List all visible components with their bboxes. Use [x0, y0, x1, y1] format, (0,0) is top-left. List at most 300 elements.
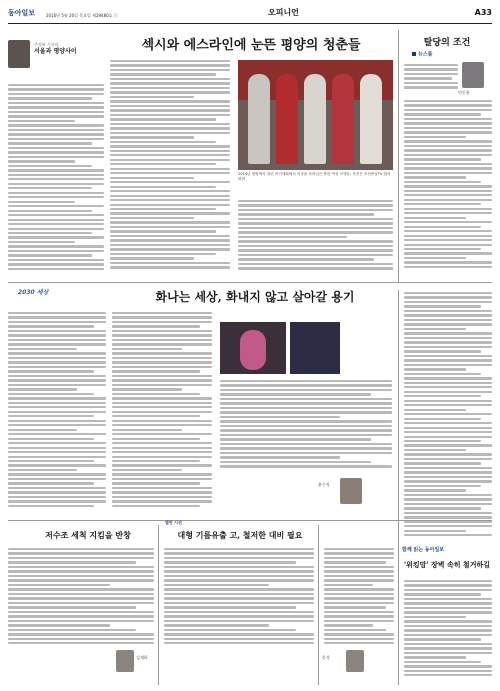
text-line: [8, 219, 104, 221]
text-line: [324, 561, 386, 563]
author-photo: [8, 40, 30, 68]
text-line: [220, 420, 392, 422]
text-line: [404, 652, 492, 654]
text-line: [112, 330, 212, 332]
text-line: [404, 194, 492, 196]
text-line: [8, 151, 104, 153]
text-line: [112, 339, 212, 341]
text-line: [112, 343, 212, 345]
text-line: [404, 257, 466, 259]
text-line: [404, 503, 492, 505]
text-line: [110, 136, 194, 138]
text-line: [8, 201, 75, 203]
text-line: [164, 561, 296, 563]
text-line: [324, 620, 394, 622]
text-line: [220, 398, 392, 400]
text-line: [404, 113, 481, 115]
text-line: [404, 584, 492, 586]
text-line: [404, 208, 492, 210]
side-column-headline: 탈당의 조건: [423, 38, 471, 48]
text-line: [112, 411, 212, 413]
text-line: [110, 141, 216, 143]
text-line: [404, 480, 492, 482]
side-author-photo: [462, 62, 484, 88]
text-line: [164, 615, 314, 617]
bottom-left-body: [8, 548, 154, 648]
text-line: [404, 661, 481, 663]
text-line: [404, 314, 492, 316]
text-line: [404, 670, 492, 672]
text-line: [110, 212, 230, 214]
text-line: [324, 566, 394, 568]
text-line: [8, 491, 106, 493]
text-line: [110, 186, 216, 188]
text-line: [8, 352, 106, 354]
text-line: [110, 96, 194, 98]
text-line: [8, 115, 104, 117]
text-line: [8, 147, 104, 149]
text-line: [8, 343, 106, 345]
text-line: [8, 597, 154, 599]
text-line: [8, 321, 106, 323]
text-line: [8, 397, 106, 399]
text-line: [112, 500, 212, 502]
text-line: [8, 552, 154, 554]
text-line: [404, 212, 492, 214]
bottom-mid-body-2: [324, 548, 394, 648]
column-series-name: 서울과 평양사이: [34, 48, 77, 55]
text-line: [404, 580, 492, 582]
top-column-headline: 섹시와 에스라인에 눈뜬 평양의 청춘들: [141, 38, 361, 53]
text-line: [8, 111, 104, 113]
text-line: [8, 129, 104, 131]
text-line: [112, 366, 212, 368]
text-line: [110, 217, 194, 219]
text-line: [404, 319, 492, 321]
text-line: [112, 505, 200, 507]
text-line: [404, 530, 466, 532]
text-line: [404, 674, 492, 676]
text-line: [8, 460, 94, 462]
text-line: [112, 429, 182, 431]
bottom-left-author-photo: [116, 650, 134, 672]
text-line: [8, 456, 106, 458]
text-line: [8, 124, 104, 126]
text-line: [404, 244, 492, 246]
mid-author-name: 윤수지: [318, 482, 330, 487]
text-line: [8, 642, 154, 644]
text-line: [112, 375, 212, 377]
text-line: [164, 593, 314, 595]
text-line: [404, 73, 458, 75]
text-line: [110, 114, 230, 116]
text-line: [404, 444, 492, 446]
text-line: [110, 248, 230, 250]
text-line: [8, 366, 106, 368]
text-line: [324, 597, 394, 599]
text-line: [8, 433, 106, 435]
text-line: [238, 231, 393, 233]
text-line: [112, 379, 212, 381]
text-line: [404, 86, 458, 88]
text-line: [404, 611, 492, 613]
text-line: [112, 321, 212, 323]
text-line: [8, 447, 106, 449]
text-line: [404, 310, 492, 312]
text-line: [404, 341, 492, 343]
text-line: [164, 557, 314, 559]
text-line: [404, 534, 492, 536]
text-line: [220, 429, 392, 431]
text-line: [404, 266, 492, 268]
text-line: [238, 213, 374, 215]
bottom-left-headline: 저수조 세척 지킴을 반창: [45, 530, 131, 540]
right-mid-column-body: [404, 292, 492, 542]
text-line: [404, 638, 481, 640]
text-line: [8, 624, 110, 626]
text-line: [404, 109, 492, 111]
mid-feature-photo-2: [290, 322, 340, 374]
text-line: [404, 82, 458, 84]
text-line: [324, 588, 394, 590]
text-line: [404, 190, 492, 192]
text-line: [8, 263, 104, 265]
text-line: [404, 176, 466, 178]
text-line: [220, 465, 392, 467]
text-line: [404, 239, 492, 241]
text-line: [404, 602, 492, 604]
text-line: [164, 579, 314, 581]
text-line: [110, 168, 230, 170]
text-line: [164, 629, 296, 631]
text-line: [110, 87, 230, 89]
text-line: [324, 602, 394, 604]
text-line: [8, 384, 106, 386]
text-line: [8, 236, 104, 238]
text-line: [404, 127, 492, 129]
top-column-author: [8, 40, 104, 80]
text-line: [404, 386, 492, 388]
text-line: [8, 379, 106, 381]
text-line: [324, 633, 394, 635]
bottom-mid-author-photo: [346, 650, 364, 672]
text-line: [238, 218, 393, 220]
mid-feature-headline: 화나는 세상, 화내지 않고 살아갈 용기: [155, 290, 355, 304]
main-photo-caption: 2014년 평양에서 열린 미인대회에서 의상을 차려입은 북한 여성 모델들. 사진은 조선중앙TV 캡처 화면: [238, 172, 391, 181]
text-line: [404, 489, 466, 491]
text-line: [404, 409, 466, 411]
text-line: [112, 460, 200, 462]
text-line: [220, 411, 392, 413]
text-line: [112, 348, 182, 350]
text-line: [164, 588, 314, 590]
text-line: [110, 172, 230, 174]
text-line: [220, 456, 340, 458]
text-line: [404, 131, 492, 133]
text-line: [8, 120, 75, 122]
bottom-mid-author-name: 문석: [322, 655, 330, 660]
text-line: [404, 373, 481, 375]
text-line: [404, 328, 466, 330]
text-line: [110, 69, 230, 71]
text-line: [238, 222, 393, 224]
text-line: [112, 478, 212, 480]
text-line: [112, 402, 212, 404]
text-line: [112, 424, 212, 426]
text-line: [238, 200, 393, 202]
text-line: [238, 254, 393, 256]
text-line: [8, 469, 77, 471]
text-line: [8, 178, 104, 180]
text-line: [404, 199, 492, 201]
text-line: [8, 93, 104, 95]
text-line: [110, 208, 216, 210]
text-line: [110, 266, 230, 268]
text-line: [404, 323, 492, 325]
text-line: [404, 261, 492, 263]
text-line: [8, 473, 106, 475]
text-line: [220, 425, 392, 427]
text-line: [8, 259, 104, 261]
text-line: [112, 352, 212, 354]
text-line: [404, 656, 466, 658]
text-line: [404, 616, 466, 618]
text-line: [8, 420, 106, 422]
side-column-lead: [404, 64, 458, 94]
text-line: [8, 334, 106, 336]
text-line: [238, 258, 374, 260]
text-line: [404, 136, 466, 138]
text-line: [404, 337, 492, 339]
text-line: [8, 183, 104, 185]
text-line: [8, 361, 106, 363]
text-line: [220, 434, 392, 436]
text-line: [112, 415, 200, 417]
text-line: [238, 263, 393, 265]
text-line: [220, 416, 340, 418]
text-line: [404, 203, 481, 205]
bottom-left-author-name: 김재하: [136, 655, 148, 660]
text-line: [404, 525, 492, 527]
text-line: [238, 240, 393, 242]
bottom-mid-headline: 대형 기름유출 고, 철저한 대비 필요: [177, 530, 303, 540]
text-line: [404, 431, 492, 433]
text-line: [404, 516, 492, 518]
text-line: [110, 109, 230, 111]
text-line: [404, 185, 492, 187]
text-line: [8, 357, 106, 359]
text-line: [8, 442, 106, 444]
text-line: [8, 570, 154, 572]
text-line: [404, 377, 492, 379]
text-line: [404, 368, 466, 370]
text-line: [238, 249, 393, 251]
text-line: [8, 402, 106, 404]
text-line: [238, 209, 393, 211]
text-line: [8, 348, 77, 350]
text-line: [8, 375, 106, 377]
text-line: [404, 512, 492, 514]
text-line: [8, 192, 104, 194]
text-line: [8, 482, 94, 484]
text-line: [404, 149, 492, 151]
text-line: [404, 235, 492, 237]
text-line: [404, 217, 466, 219]
text-line: [8, 268, 104, 270]
text-line: [110, 177, 194, 179]
text-line: [8, 478, 106, 480]
text-line: [8, 165, 92, 167]
text-line: [110, 239, 230, 241]
text-line: [8, 250, 104, 252]
text-line: [404, 346, 492, 348]
text-line: [112, 325, 200, 327]
text-line: [324, 624, 373, 626]
text-line: [112, 388, 182, 390]
text-line: [110, 118, 216, 120]
text-line: [8, 411, 106, 413]
text-line: [404, 436, 492, 438]
text-line: [8, 169, 104, 171]
text-line: [238, 267, 393, 269]
text-line: [8, 228, 104, 230]
text-line: [164, 620, 314, 622]
text-line: [220, 380, 392, 382]
text-line: [110, 159, 230, 161]
text-line: [112, 433, 212, 435]
mid-feature-photo: [220, 322, 286, 374]
text-line: [220, 389, 392, 391]
text-line: [8, 611, 154, 613]
text-line: [404, 395, 481, 397]
text-line: [404, 449, 466, 451]
text-line: [404, 391, 492, 393]
divider: [318, 525, 319, 685]
top-column-body-1: [8, 84, 104, 274]
text-line: [8, 579, 154, 581]
text-line: [8, 438, 94, 440]
text-line: [404, 118, 492, 120]
text-line: [8, 88, 104, 90]
text-line: [112, 384, 212, 386]
text-line: [8, 339, 106, 341]
text-line: [110, 195, 230, 197]
text-line: [164, 552, 314, 554]
text-line: [110, 73, 216, 75]
text-line: [164, 606, 296, 608]
text-line: [110, 82, 230, 84]
text-line: [404, 355, 492, 357]
text-line: [404, 305, 481, 307]
side-author-name: 민동용: [458, 90, 470, 95]
text-line: [220, 438, 371, 440]
text-line: [404, 163, 492, 165]
text-line: [324, 638, 394, 640]
text-line: [404, 422, 492, 424]
text-line: [112, 464, 212, 466]
issue-date: 2016년 5월 26일 목요일 제29480호 ⓒ: [46, 13, 118, 18]
text-line: [112, 438, 200, 440]
text-line: [404, 100, 492, 102]
text-line: [110, 181, 230, 183]
text-line: [112, 469, 182, 471]
text-line: [110, 163, 216, 165]
together-read-label: 함께 읽는 동아일보: [402, 547, 445, 553]
text-line: [110, 244, 230, 246]
text-line: [8, 561, 136, 563]
text-line: [112, 370, 200, 372]
text-line: [220, 407, 392, 409]
text-line: [110, 78, 230, 80]
divider: [158, 525, 159, 685]
text-line: [324, 584, 373, 586]
text-line: [220, 384, 392, 386]
text-line: [220, 393, 371, 395]
text-line: [164, 566, 314, 568]
text-line: [8, 500, 106, 502]
text-line: [110, 221, 230, 223]
text-line: [164, 575, 314, 577]
text-line: [8, 575, 154, 577]
text-line: [112, 361, 212, 363]
text-line: [324, 552, 394, 554]
text-line: [110, 253, 216, 255]
text-line: [112, 397, 212, 399]
text-line: [324, 611, 394, 613]
text-line: [404, 296, 492, 298]
text-line: [8, 451, 106, 453]
text-line: [112, 447, 212, 449]
text-line: [404, 77, 452, 79]
text-line: [8, 393, 94, 395]
newsroom-label-text: 뉴스룸: [418, 51, 433, 58]
text-line: [8, 602, 154, 604]
masthead: [8, 8, 492, 24]
text-line: [8, 388, 77, 390]
text-line: [404, 301, 492, 303]
text-line: [8, 156, 104, 158]
text-line: [220, 447, 392, 449]
text-line: [404, 226, 481, 228]
text-line: [404, 589, 492, 591]
text-line: [404, 292, 492, 294]
text-line: [220, 443, 392, 445]
text-line: [324, 548, 394, 550]
text-line: [404, 154, 492, 156]
text-line: [324, 615, 394, 617]
text-line: [112, 491, 212, 493]
text-line: [8, 633, 154, 635]
text-line: [112, 316, 212, 318]
text-line: [404, 507, 481, 509]
text-line: [8, 214, 104, 216]
text-line: [112, 312, 212, 314]
text-line: [8, 464, 106, 466]
text-line: [404, 471, 492, 473]
text-line: [238, 227, 393, 229]
text-line: [8, 232, 92, 234]
text-line: [110, 262, 230, 264]
text-line: [110, 235, 230, 237]
text-line: [404, 122, 492, 124]
text-line: [164, 597, 314, 599]
text-line: [8, 487, 106, 489]
text-line: [8, 97, 92, 99]
text-line: [112, 393, 200, 395]
text-line: [8, 505, 94, 507]
text-line: [404, 172, 492, 174]
text-line: [404, 620, 492, 622]
